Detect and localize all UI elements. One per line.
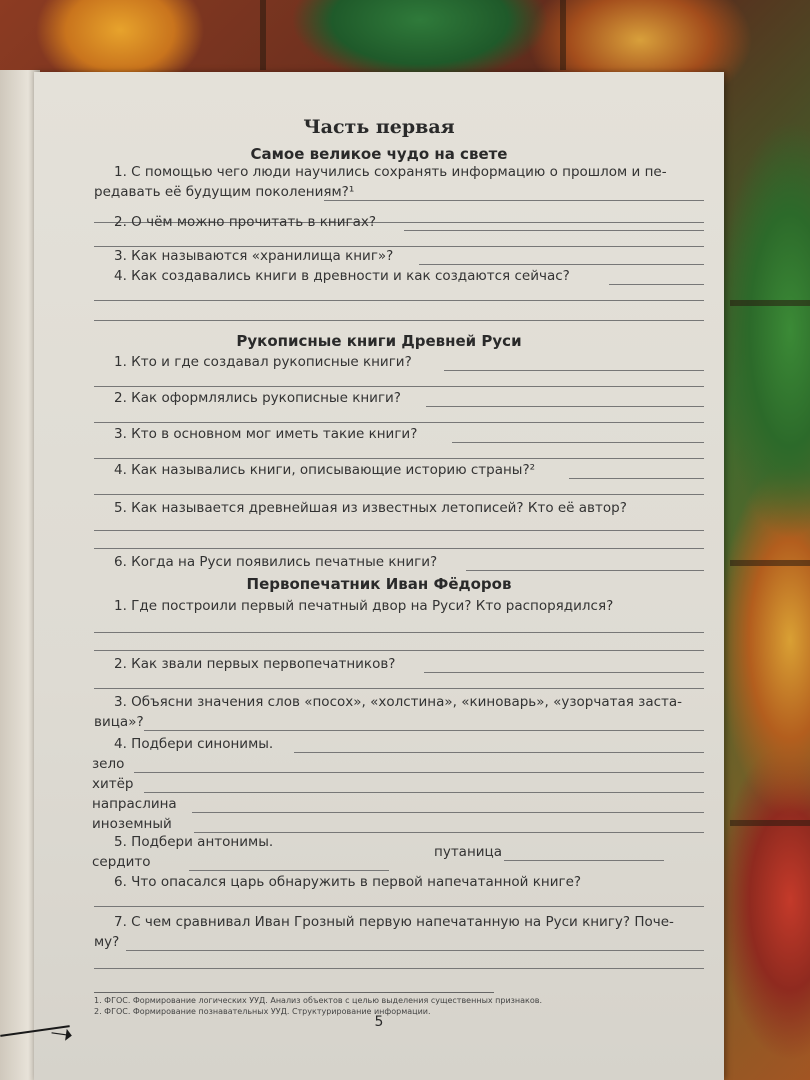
answer-line[interactable] [444, 370, 704, 371]
section-title: Самое великое чудо на свете [250, 145, 508, 163]
question-text: 6. Когда на Руси появились печатные книги? [114, 554, 438, 570]
answer-line[interactable] [324, 200, 704, 201]
answer-line[interactable] [94, 386, 704, 387]
question-text: 2. Как звали первых первопечатников? [114, 656, 396, 672]
question-text: 5. Подбери антонимы. [114, 834, 274, 850]
answer-line[interactable] [94, 494, 704, 495]
answer-line[interactable] [94, 688, 704, 689]
answer-line[interactable] [452, 442, 704, 443]
answer-line[interactable] [94, 320, 704, 321]
answer-line[interactable] [294, 752, 704, 753]
answer-line[interactable] [144, 730, 704, 731]
question-text: 3. Объясни значения слов «посох», «холстина», «киноварь», «узорчатая заста- [114, 694, 683, 710]
stained-glass-lead-line [730, 300, 810, 306]
question-text: 3. Кто в основном мог иметь такие книги? [114, 426, 418, 442]
answer-line[interactable] [94, 458, 704, 459]
answer-line[interactable] [94, 246, 704, 247]
answer-line[interactable] [94, 548, 704, 549]
question-text: 7. С чем сравнивал Иван Грозный первую напечатанную на Руси книгу? Поче- [114, 914, 674, 930]
antonym-word: сердито [92, 854, 151, 870]
question-text: 5. Как называется древнейшая из известных летописей? Кто её автор? [114, 500, 627, 516]
stained-glass-lead-line [730, 560, 810, 566]
section-title: Первопечатник Иван Фёдоров [246, 575, 512, 593]
question-text: 4. Подбери синонимы. [114, 736, 274, 752]
answer-line[interactable] [94, 422, 704, 423]
answer-line[interactable] [569, 478, 704, 479]
synonym-word: хитёр [92, 776, 134, 792]
footnote-divider [94, 992, 494, 993]
question-text: му? [94, 934, 120, 950]
synonym-word: иноземный [92, 816, 172, 832]
question-text: 3. Как называются «хранилища книг»? [114, 248, 394, 264]
footnote: 1. ФГОС. Формирование логических УУД. Анализ объектов с целью выделения существенных признаков. [94, 996, 543, 1005]
workbook-page [34, 72, 724, 1080]
question-text: 4. Как создавались книги в древности и как создаются сейчас? [114, 268, 570, 284]
stained-glass-lead-line [730, 820, 810, 826]
footnote: 2. ФГОС. Формирование познавательных УУД. Структурирование информации. [94, 1007, 431, 1016]
question-text: 4. Как назывались книги, описывающие историю страны?² [114, 462, 536, 478]
answer-line[interactable] [404, 230, 704, 231]
question-text: 6. Что опасался царь обнаружить в первой напечатанной книге? [114, 874, 582, 890]
answer-line[interactable] [466, 570, 704, 571]
answer-line[interactable] [126, 950, 704, 951]
section-title: Рукописные книги Древней Руси [236, 332, 522, 350]
answer-line[interactable] [94, 650, 704, 651]
answer-line[interactable] [189, 870, 389, 871]
hand-drawn-arrow-icon: ➝ [47, 1015, 76, 1052]
answer-line[interactable] [426, 406, 704, 407]
answer-line[interactable] [144, 792, 704, 793]
synonym-word: напраслина [92, 796, 177, 812]
question-text: вица»? [94, 714, 144, 730]
answer-line[interactable] [94, 300, 704, 301]
answer-line[interactable] [609, 284, 704, 285]
answer-line[interactable] [194, 832, 704, 833]
answer-line[interactable] [94, 632, 704, 633]
stained-glass-lead-line [560, 0, 566, 70]
question-text: 1. С помощью чего люди научились сохранять информацию о прошлом и пе- [114, 164, 667, 180]
part-title: Часть первая [303, 116, 455, 138]
question-text: 2. О чём можно прочитать в книгах? [114, 214, 377, 230]
stained-glass-lead-line [260, 0, 266, 70]
question-text: 1. Где построили первый печатный двор на Руси? Кто распорядился? [114, 598, 614, 614]
question-text: редавать её будущим поколениям?¹ [94, 184, 355, 200]
answer-line[interactable] [424, 672, 704, 673]
question-text: 2. Как оформлялись рукописные книги? [114, 390, 401, 406]
synonym-word: зело [92, 756, 125, 772]
answer-line[interactable] [94, 906, 704, 907]
question-text: 1. Кто и где создавал рукописные книги? [114, 354, 412, 370]
answer-line[interactable] [134, 772, 704, 773]
answer-line[interactable] [94, 530, 704, 531]
antonym-word: путаница [434, 844, 503, 860]
answer-line[interactable] [192, 812, 704, 813]
answer-line[interactable] [419, 264, 704, 265]
page-number: 5 [374, 1014, 384, 1030]
answer-line[interactable] [504, 860, 664, 861]
answer-line[interactable] [94, 968, 704, 969]
